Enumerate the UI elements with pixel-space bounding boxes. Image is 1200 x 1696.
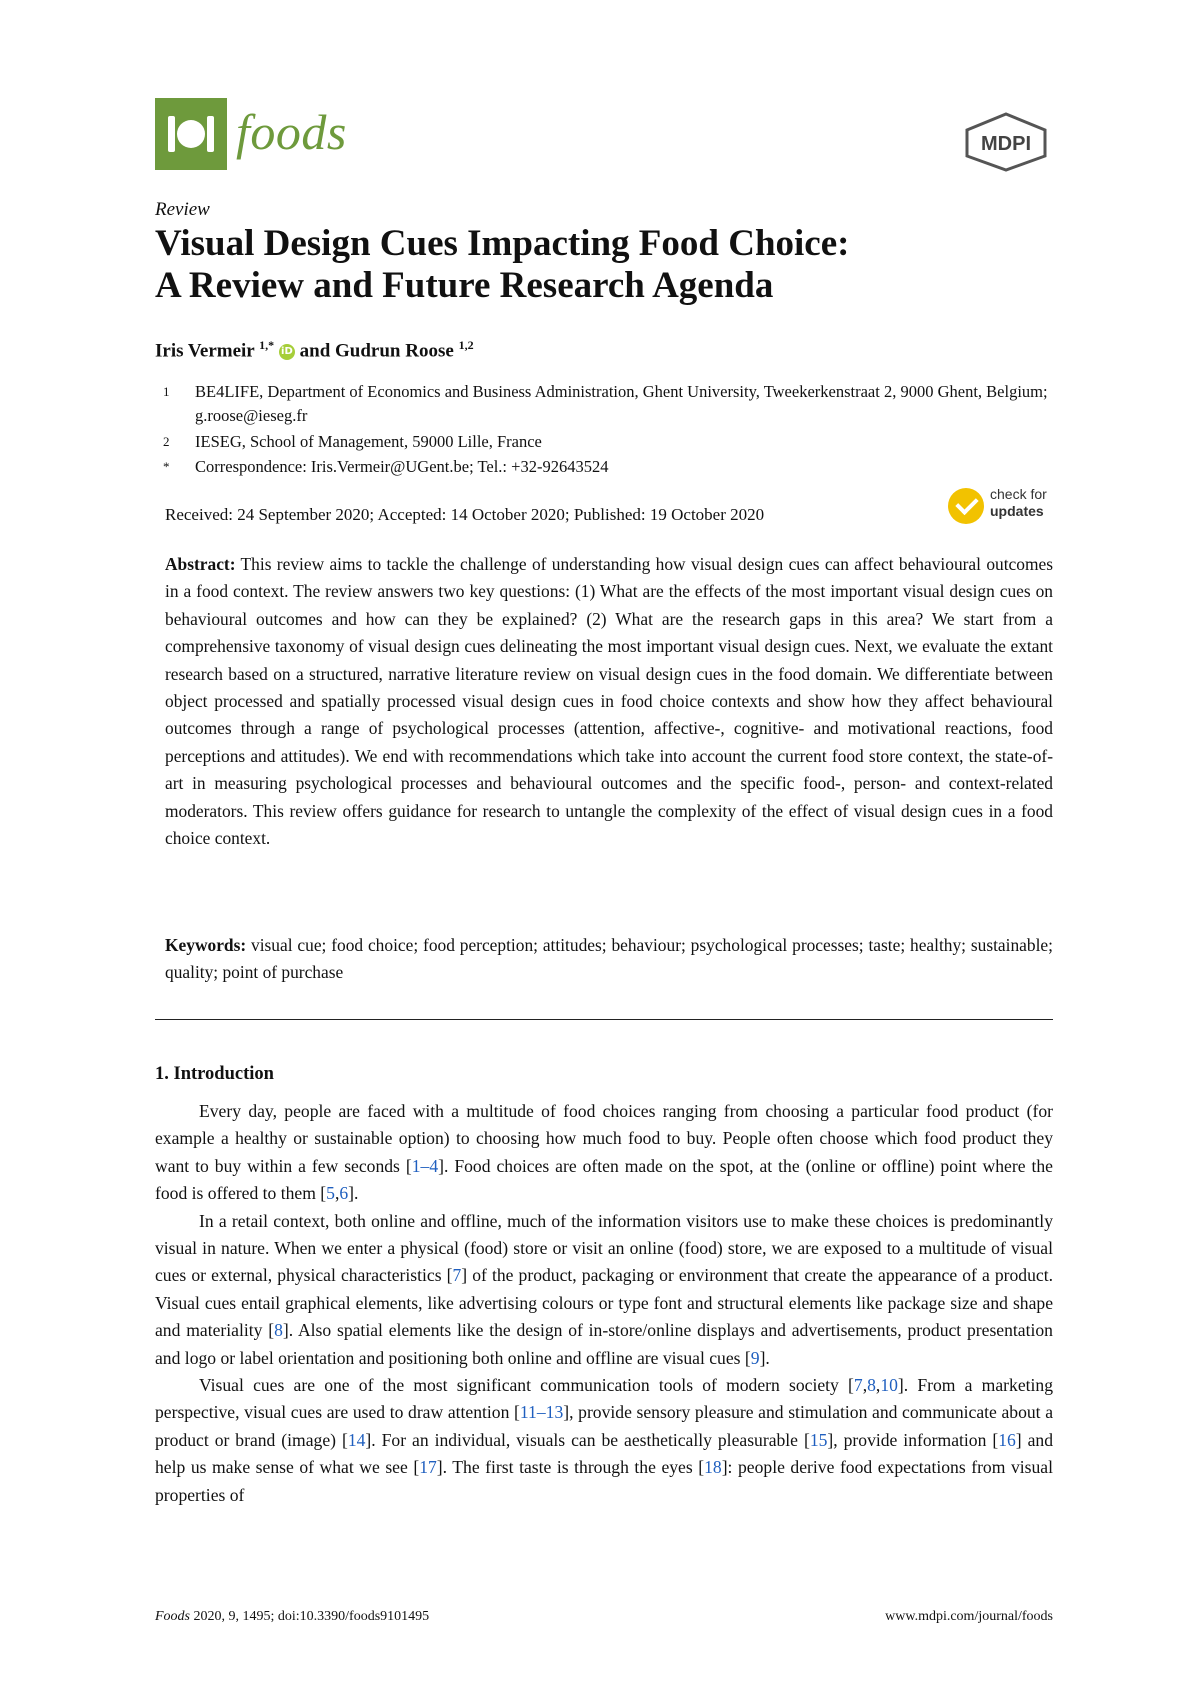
citation-link[interactable]: 6 (339, 1183, 349, 1204)
orcid-icon[interactable]: iD (279, 344, 295, 360)
publisher-logo (963, 112, 1049, 172)
citation-link[interactable]: 10 (880, 1375, 898, 1396)
publisher-name: MDPI (981, 133, 1031, 155)
footer-doi: 2020, 9, 1495; doi:10.3390/foods9101495 (190, 1609, 430, 1624)
check-updates-label: updates (990, 503, 1044, 519)
section-body (155, 1098, 1053, 1509)
check-for-updates-badge[interactable] (948, 486, 1058, 528)
keywords-text: visual cue; food choice; food perception; attitudes; behaviour; psychological processes; taste; healthy; sustainable; quality; point of purchase (165, 935, 1053, 982)
affiliation-mark: 2 (163, 434, 170, 449)
affiliation-text: IESEG, School of Management, 59000 Lille, France (195, 432, 542, 451)
section-heading: 1. Introduction (155, 1064, 274, 1084)
footer-journal: Foods (155, 1609, 190, 1624)
citation-link[interactable]: 14 (347, 1429, 366, 1450)
abstract (165, 551, 1053, 852)
author-name: and Gudrun Roose (299, 340, 454, 362)
citation-link[interactable]: 7 (452, 1265, 462, 1286)
citation-link[interactable]: 7 (853, 1375, 863, 1396)
citation-link[interactable]: 11–13 (519, 1402, 564, 1423)
citation-link[interactable]: 16 (998, 1429, 1016, 1450)
affiliation-text: BE4LIFE, Department of Economics and Business Administration, Ghent University, Tweekerkenstraat 2, 9000 Ghent, Belgium; g.roose@ieseg.fr (195, 382, 1048, 425)
citation-link[interactable]: 17 (419, 1457, 437, 1478)
affiliation (163, 430, 1053, 454)
journal-name: foods (236, 104, 347, 160)
journal-logo (155, 98, 227, 170)
author-superscript: 1,2 (458, 338, 474, 352)
paragraph: Visual cues are one of the most significant communication tools of modern society [7,8,10]. From a marketing perspective, visual cues are used to draw attention [11–13], provide sensory pleasure and stimulation and communicate about a product or brand (image) [14]. For an individual, visuals can be aesthetically pleasurable [15], provide information [16] and help us make sense of what we see [17]. The first taste is through the eyes [18]: people derive food expectations from visual properties of (155, 1375, 1054, 1505)
title-line-1: Visual Design Cues Impacting Food Choice: (155, 223, 850, 264)
publication-dates: Received: 24 September 2020; Accepted: 14 October 2020; Published: 19 October 2020 (165, 505, 765, 524)
divider (155, 1019, 1053, 1020)
citation-link[interactable]: 8 (867, 1375, 876, 1396)
affiliation-mark: * (163, 459, 170, 474)
author-superscript: 1,* (259, 338, 275, 352)
citation-link[interactable]: 9 (750, 1347, 760, 1368)
citation-link[interactable]: 5 (326, 1183, 335, 1204)
article-type: Review (155, 199, 210, 220)
author-name: Iris Vermeir (155, 340, 255, 362)
author-list (155, 338, 474, 362)
citation-link[interactable]: 1–4 (411, 1155, 439, 1176)
keywords-label: Keywords: (165, 935, 247, 955)
citation-link[interactable]: 15 (809, 1429, 828, 1450)
citation-link[interactable]: 8 (274, 1320, 283, 1341)
paragraph: In a retail context, both online and offline, much of the information visitors use to make these choices is predominantly visual in nature. When we enter a physical (food) store or visit an online (food) store, we are exposed to a multitude of visual cues or external, physical characteristics [7] of the product, packaging or environment that create the appearance of a product. Visual cues entail graphical elements, like advertising colours or type font and structural elements like package size and shape and materiality [8]. Also spatial elements like the design of in-store/online displays and advertisements, product presentation and logo or label orientation and positioning both online and offline are visual cues [9]. (155, 1210, 1053, 1368)
abstract-text: This review aims to tackle the challenge of understanding how visual design cues can affect behavioural outcomes in a food context. The review answers two key questions: (1) What are the effects of the most important visual design cues on behavioural outcomes and how can they be explained? (2) What are the research gaps in this area? We start from a comprehensive taxonomy of visual design cues delineating the most important visual design cues. Next, we evaluate the extant research based on a structured, narrative literature review on visual design cues in the food domain. We differentiate between object processed and spatially processed visual design cues in food choice contexts and show how they affect behavioural outcomes through a range of psychological processes (attention, affective-, cognitive- and motivational reactions, food perceptions and attitudes). We end with recommendations which take into account the current food store context, the state-of-art in measuring psychological processes and behavioural outcomes and the specific food-, person- and context-related moderators. This review offers guidance for research to untangle the complexity of the effect of visual design cues in a food choice context. (165, 554, 1053, 849)
article-title (155, 223, 1055, 307)
affiliation-mark: 1 (163, 384, 170, 399)
check-updates-label: check for (990, 486, 1047, 502)
paragraph: Every day, people are faced with a multitude of food choices ranging from choosing a particular food product (for example a healthy or sustainable option) to choosing how much food to buy. People often choose which food product they want to buy within a few seconds [1–4]. Food choices are often made on the spot, at the (online or offline) point where the food is offered to them [5,6]. (155, 1101, 1053, 1204)
keywords (165, 932, 1053, 986)
abstract-label: Abstract: (165, 554, 236, 574)
affiliation (163, 455, 1053, 479)
footer-citation (155, 1609, 429, 1625)
citation-link[interactable]: 18 (704, 1457, 722, 1478)
title-line-2: A Review and Future Research Agenda (155, 265, 774, 306)
affiliation (163, 380, 1053, 428)
footer-url[interactable]: www.mdpi.com/journal/foods (885, 1609, 1053, 1624)
affiliation-text: Correspondence: Iris.Vermeir@UGent.be; Tel.: +32-92643524 (195, 457, 609, 476)
